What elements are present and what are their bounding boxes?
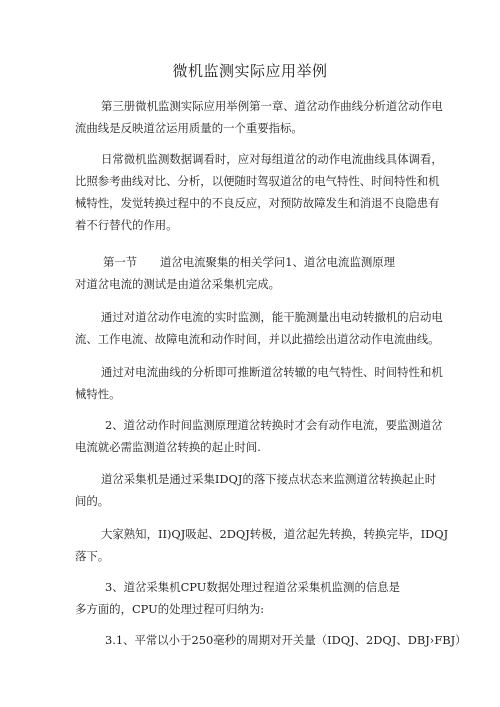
paragraph-line: 3、道岔采集机CPU数据处理过程道岔采集机监测的信息是 <box>105 580 401 594</box>
paragraph-1 <box>75 95 443 139</box>
paragraph-line: 大家熟知，II)QJ吸起、2DQJ转极，道岔起先转换，转换完毕，IDQJ <box>101 527 449 541</box>
paragraph-line: 电流就必需监测道岔转换的起止时间. <box>75 440 261 454</box>
section-heading-paragraph <box>75 251 431 295</box>
paragraph-9 <box>75 576 431 620</box>
paragraph-line: 比照参考曲线对比、分析，以便随时驾驭道岔的电气特性、时间特性和机 <box>75 174 440 188</box>
paragraph-line: 通过对道岔动作电流的实时监测，能干脆测量出电动转撤机的启动电 <box>101 310 443 324</box>
paragraph-2 <box>75 148 443 236</box>
paragraph-10 <box>75 629 467 651</box>
document-title: 微机监测实际应用举例 <box>172 62 328 80</box>
paragraph-line: 落下。 <box>75 549 110 563</box>
paragraph-line: 多方面的，CPU的处理过程可归纳为: <box>75 602 265 616</box>
paragraph-line: 械特性，发觉转换过程中的不良反应，对预防故障发生和消退不良隐患有 <box>75 196 440 210</box>
paragraph-line: 通过对电流曲线的分析即可推断道岔转辙的电气特性、时间特性和机 <box>101 365 443 379</box>
paragraph-7 <box>75 468 437 512</box>
paragraph-line: 3.1、平常以小于250毫秒的周期对开关量（IDQJ、2DQJ、DBJ›FBJ） <box>105 633 467 647</box>
section-heading: 第一节 道岔电流聚集的相关学问1、道岔电流监测原理 <box>103 255 396 269</box>
paragraph-4 <box>75 306 443 350</box>
paragraph-line: 械特性。 <box>75 387 121 401</box>
paragraph-line: 日常微机监测数据调看时，应对每组道岔的动作电流曲线具体调看， <box>101 152 443 166</box>
paragraph-line: 着不行替代的作用。 <box>75 218 178 232</box>
paragraph-line: 对道岔电流的测试是由道岔采集机完成。 <box>75 277 281 291</box>
paragraph-line: 第三册微机监测实际应用举例第一章、道岔动作曲线分析道岔动作电 <box>101 99 443 113</box>
paragraph-line: 2、道岔动作时间监测原理道岔转换时才会有动作电流，要监测道岔 <box>105 418 443 432</box>
paragraph-5 <box>75 361 443 405</box>
paragraph-line: 流曲线是反映道岔运用质量的一个重要指标。 <box>75 121 303 135</box>
paragraph-6 <box>75 414 443 458</box>
paragraph-line: 流、工作电流、故障电流和动作时间，并以此描绘出道岔动作电流曲线。 <box>75 332 440 346</box>
paragraph-line: 间的。 <box>75 494 110 508</box>
paragraph-line: 道岔采集机是通过采集IDQJ的落下接点状态来监测道岔转换起止时 <box>101 472 437 486</box>
paragraph-8 <box>75 523 449 567</box>
